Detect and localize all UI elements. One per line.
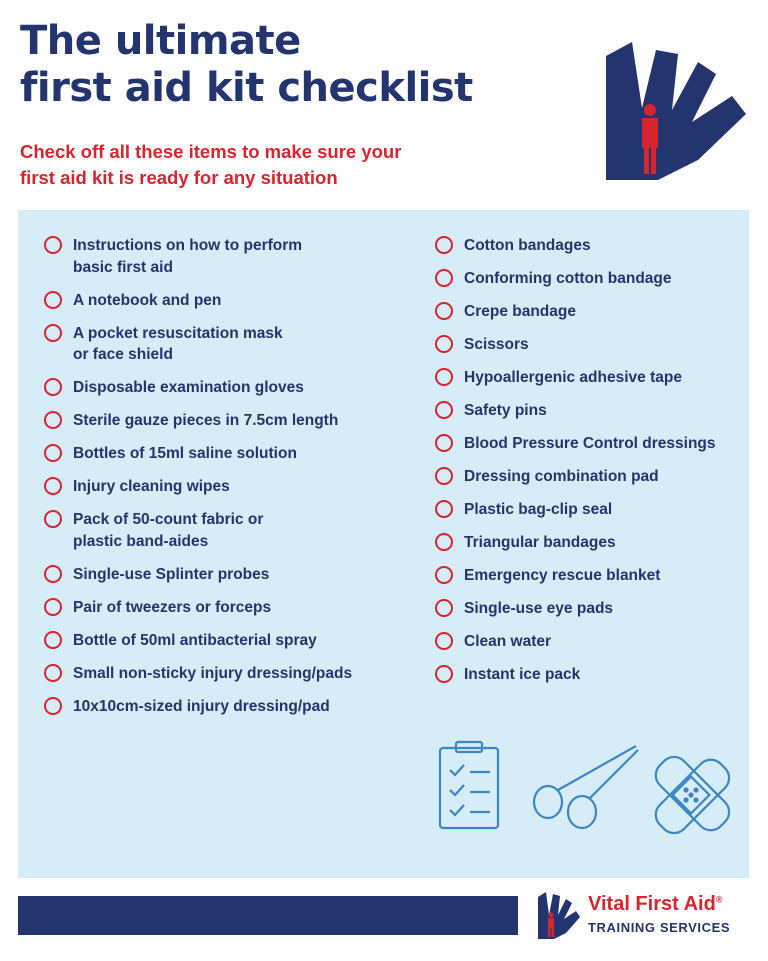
checklist-item[interactable] — [435, 301, 735, 323]
checklist-item-line: Pack of 50-count fabric or — [73, 511, 264, 528]
checklist-item-label — [464, 367, 682, 389]
checkbox-circle-icon[interactable] — [435, 599, 453, 617]
checklist-item-label — [73, 630, 317, 652]
checklist-item[interactable] — [44, 696, 414, 718]
checkbox-circle-icon[interactable] — [44, 444, 62, 462]
checklist-item-label — [464, 433, 716, 455]
checklist-item-line: Crepe bandage — [464, 303, 576, 320]
checklist-item[interactable] — [435, 367, 735, 389]
checklist-item[interactable] — [44, 564, 414, 586]
page-subtitle — [20, 139, 500, 191]
checkbox-circle-icon[interactable] — [44, 411, 62, 429]
checkbox-circle-icon[interactable] — [435, 500, 453, 518]
crossed-bandages-icon — [650, 751, 735, 839]
page-title — [20, 18, 540, 112]
checklist-item-label — [73, 476, 230, 498]
checklist-item-label — [73, 410, 338, 432]
checklist-panel — [18, 210, 749, 878]
checklist-item-label — [464, 334, 529, 356]
scissors-icon — [534, 746, 638, 828]
checklist-item-line: A pocket resuscitation mask — [73, 324, 283, 342]
checklist-item-label — [464, 235, 591, 257]
checkbox-circle-icon[interactable] — [44, 236, 62, 254]
checklist-item-line: Hypoallergenic adhesive tape — [464, 369, 682, 386]
checklist-item[interactable] — [44, 509, 414, 552]
checklist-item-label — [73, 696, 330, 718]
footer-bar — [18, 896, 518, 935]
checklist-item[interactable] — [435, 235, 735, 257]
checklist-item-line: Single-use eye pads — [464, 600, 614, 617]
checkbox-circle-icon[interactable] — [44, 598, 62, 616]
checklist-item[interactable] — [44, 235, 414, 278]
checkbox-circle-icon[interactable] — [435, 467, 453, 485]
checklist-item[interactable] — [435, 499, 735, 521]
title-line-1: The ultimate — [20, 18, 301, 64]
brand-logo — [532, 889, 762, 944]
illustrations — [436, 740, 736, 840]
brand-tagline: TRAINING SERVICES — [588, 920, 731, 935]
checklist-item-label — [464, 664, 580, 686]
checkbox-circle-icon[interactable] — [44, 631, 62, 649]
checklist-item-line: Sterile gauze pieces in 7.5cm length — [73, 412, 339, 429]
checkbox-circle-icon[interactable] — [44, 477, 62, 495]
clipboard-checklist-icon — [440, 742, 498, 828]
checkbox-circle-icon[interactable] — [435, 434, 453, 452]
checklist-item[interactable] — [435, 466, 735, 488]
checklist-item-line: Bottles of 15ml saline solution — [73, 445, 297, 462]
checklist-item[interactable] — [44, 597, 414, 619]
checklist-item[interactable] — [435, 532, 735, 554]
checklist-item-line: Injury cleaning wipes — [73, 478, 230, 495]
checklist-item-line: Instructions on how to perform — [73, 237, 303, 254]
checklist-item-line: Blood Pressure Control dressings — [464, 435, 716, 452]
checklist-item[interactable] — [44, 290, 414, 312]
checklist-item-line: or face shield — [73, 346, 173, 363]
checklist-item-label — [464, 565, 660, 587]
brand-registered-mark: ® — [715, 894, 723, 905]
checklist-item-line: Pair of tweezers or forceps — [73, 598, 272, 616]
checklist-item[interactable] — [44, 323, 414, 366]
checklist-item-label — [73, 290, 221, 312]
checklist-item-label — [73, 443, 297, 465]
checklist-item[interactable] — [44, 476, 414, 498]
checklist-item-line: basic first aid — [73, 258, 173, 276]
checklist-item[interactable] — [44, 663, 414, 685]
checklist-item-line: Single-use Splinter probes — [73, 565, 270, 583]
subtitle-line-1: Check off all these items to make sure your — [20, 141, 402, 162]
checklist-item-label — [73, 235, 302, 278]
checklist-right-column — [435, 235, 735, 697]
checklist-item-line: Small non-sticky injury dressing/pads — [73, 664, 353, 682]
checklist-item-line: Instant ice pack — [464, 666, 581, 683]
checklist-item-label — [73, 509, 263, 552]
checkbox-circle-icon[interactable] — [44, 510, 62, 528]
checklist-item-label — [73, 564, 269, 586]
checklist-item[interactable] — [435, 400, 735, 422]
checklist-item-label — [464, 466, 659, 488]
checkbox-circle-icon[interactable] — [435, 533, 453, 551]
brand-hand-icon — [536, 891, 582, 941]
checkbox-circle-icon[interactable] — [44, 697, 62, 715]
checklist-item-label — [464, 301, 576, 323]
checklist-item-label — [464, 532, 616, 554]
checklist-item-label — [73, 377, 304, 399]
checklist-item[interactable] — [435, 631, 735, 653]
checklist-item[interactable] — [435, 334, 735, 356]
checklist-item-line: Cotton bandages — [464, 237, 591, 254]
checklist-item-line: Conforming cotton bandage — [464, 270, 672, 287]
checklist-item-line: Bottle of 50ml antibacterial spray — [73, 631, 317, 649]
hand-logo-icon — [598, 40, 760, 182]
checklist-item-label — [73, 323, 283, 366]
checklist-item[interactable] — [435, 598, 735, 620]
checklist-item-label — [464, 268, 672, 290]
checklist-item-line: A notebook and pen — [73, 291, 222, 309]
checkbox-circle-icon[interactable] — [435, 401, 453, 419]
checklist-item[interactable] — [435, 664, 735, 686]
checklist-item-label — [464, 631, 551, 653]
checkbox-circle-icon[interactable] — [435, 632, 453, 650]
checkbox-circle-icon[interactable] — [435, 665, 453, 683]
checklist-item-label — [73, 663, 352, 685]
checklist-item-line: Dressing combination pad — [464, 468, 659, 485]
checkbox-circle-icon[interactable] — [44, 664, 62, 682]
checkbox-circle-icon[interactable] — [435, 368, 453, 386]
checkbox-circle-icon[interactable] — [435, 566, 453, 584]
checkbox-circle-icon[interactable] — [435, 302, 453, 320]
checklist-item-line: Disposable examination gloves — [73, 379, 304, 396]
checkbox-circle-icon[interactable] — [44, 378, 62, 396]
checkbox-circle-icon[interactable] — [44, 291, 62, 309]
checklist-item[interactable] — [44, 443, 414, 465]
checklist-left-column — [44, 235, 414, 729]
checklist-item-label — [464, 499, 612, 521]
checklist-item-label — [464, 400, 547, 422]
checklist-item[interactable] — [435, 565, 735, 587]
checklist-item[interactable] — [435, 433, 735, 455]
checkbox-circle-icon[interactable] — [435, 269, 453, 287]
checklist-item-line: Emergency rescue blanket — [464, 567, 661, 584]
checklist-item[interactable] — [435, 268, 735, 290]
checkbox-circle-icon[interactable] — [435, 236, 453, 254]
checklist-item[interactable] — [44, 410, 414, 432]
checkbox-circle-icon[interactable] — [44, 565, 62, 583]
brand-name: Vital First Aid® — [588, 893, 723, 915]
checklist-item-line: Safety pins — [464, 402, 547, 419]
title-line-2: first aid kit checklist — [20, 65, 473, 111]
checklist-item-line: Scissors — [464, 336, 529, 353]
checklist-item-label — [464, 598, 613, 620]
checklist-item-label — [73, 597, 271, 619]
checklist-item[interactable] — [44, 377, 414, 399]
checklist-item[interactable] — [44, 630, 414, 652]
checklist-item-line: plastic band-aides — [73, 532, 209, 550]
checklist-item-line: 10x10cm-sized injury dressing/pad — [73, 697, 330, 715]
checkbox-circle-icon[interactable] — [435, 335, 453, 353]
checklist-item-line: Triangular bandages — [464, 534, 616, 551]
checklist-item-line: Plastic bag-clip seal — [464, 501, 613, 518]
checklist-item-line: Clean water — [464, 633, 552, 650]
checkbox-circle-icon[interactable] — [44, 324, 62, 342]
subtitle-line-2: first aid kit is ready for any situation — [20, 167, 338, 188]
